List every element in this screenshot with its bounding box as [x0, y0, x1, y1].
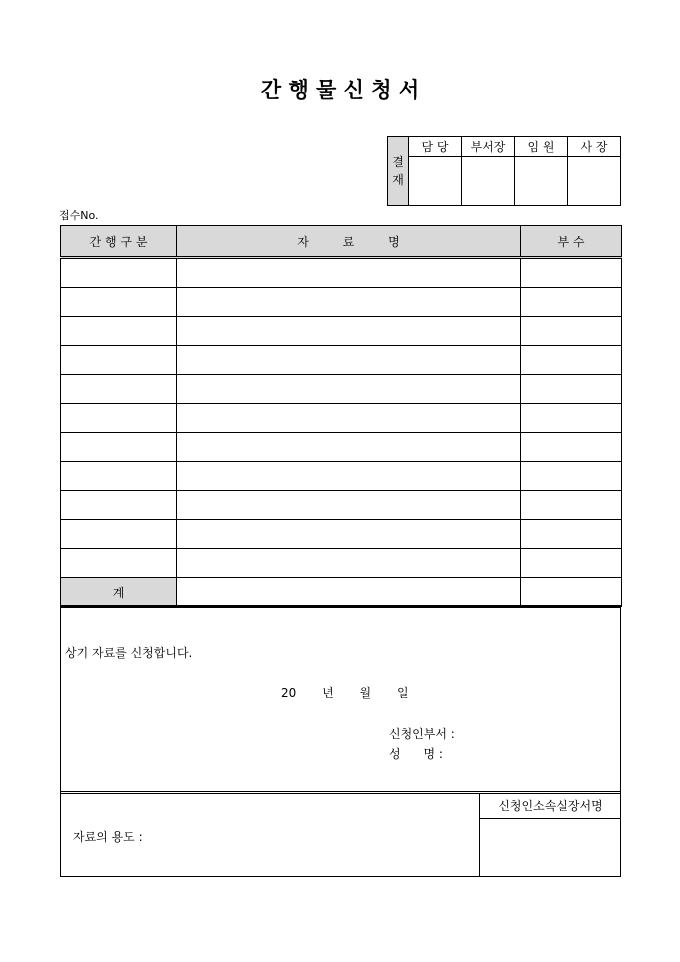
total-label: 계 — [61, 578, 177, 607]
column-header-category: 간 행 구 분 — [61, 226, 177, 258]
table-row — [61, 520, 622, 549]
cell-copies[interactable] — [521, 258, 622, 288]
approval-table — [387, 136, 621, 206]
cell-category[interactable] — [61, 520, 177, 549]
cell-material-name[interactable] — [177, 462, 521, 491]
request-statement: 상기 자료를 신청합니다. — [65, 646, 193, 660]
cell-copies[interactable] — [521, 549, 622, 578]
cell-copies[interactable] — [521, 375, 622, 404]
date-year-label: 년 — [322, 686, 334, 700]
approval-header-staff: 담 당 — [409, 137, 462, 157]
cell-material-name[interactable] — [177, 375, 521, 404]
cell-category[interactable] — [61, 404, 177, 433]
cell-copies[interactable] — [521, 288, 622, 317]
column-header-material-name: 자 료 명 — [177, 226, 521, 258]
cell-copies[interactable] — [521, 462, 622, 491]
total-material-cell[interactable] — [177, 578, 521, 607]
date-line — [281, 684, 431, 701]
director-signature-box — [479, 794, 621, 876]
table-header-row — [61, 226, 622, 258]
approval-header-executive: 임 원 — [515, 137, 568, 157]
total-row — [61, 578, 622, 607]
approval-sign-executive[interactable] — [515, 157, 568, 206]
publication-table — [60, 225, 622, 607]
approval-header-president: 사 장 — [568, 137, 621, 157]
cell-material-name[interactable] — [177, 491, 521, 520]
director-signature-header: 신청인소속실장서명 — [480, 794, 621, 819]
table-row — [61, 549, 622, 578]
approval-header-manager: 부서장 — [462, 137, 515, 157]
cell-copies[interactable] — [521, 317, 622, 346]
approval-side-label: 결 재 — [388, 137, 409, 206]
date-month-label: 월 — [359, 686, 372, 700]
cell-category[interactable] — [61, 549, 177, 578]
cell-material-name[interactable] — [177, 549, 521, 578]
table-row — [61, 375, 622, 404]
date-day-label: 일 — [396, 686, 409, 700]
director-signature-field[interactable] — [480, 819, 621, 876]
cell-copies[interactable] — [521, 433, 622, 462]
total-copies-cell[interactable] — [521, 578, 622, 607]
receipt-number-label: 접수No. — [59, 209, 99, 222]
cell-category[interactable] — [61, 375, 177, 404]
cell-copies[interactable] — [521, 346, 622, 375]
cell-category[interactable] — [61, 491, 177, 520]
applicant-department-label: 신청인부서 : — [389, 727, 455, 741]
applicant-name-label: 성 명 : — [389, 747, 443, 761]
declaration-section — [60, 605, 621, 794]
approval-sign-president[interactable] — [568, 157, 621, 206]
page-title: 간 행 물 신 청 서 — [260, 77, 420, 102]
table-row — [61, 317, 622, 346]
cell-material-name[interactable] — [177, 404, 521, 433]
table-row — [61, 288, 622, 317]
cell-material-name[interactable] — [177, 433, 521, 462]
cell-copies[interactable] — [521, 404, 622, 433]
column-header-copies: 부 수 — [521, 226, 622, 258]
date-year-prefix: 20 — [281, 686, 297, 700]
table-row — [61, 346, 622, 375]
cell-copies[interactable] — [521, 520, 622, 549]
cell-material-name[interactable] — [177, 346, 521, 375]
cell-category[interactable] — [61, 288, 177, 317]
table-row — [61, 462, 622, 491]
cell-category[interactable] — [61, 462, 177, 491]
cell-category[interactable] — [61, 258, 177, 288]
table-row — [61, 491, 622, 520]
table-row — [61, 258, 622, 288]
cell-material-name[interactable] — [177, 317, 521, 346]
approval-sign-staff[interactable] — [409, 157, 462, 206]
table-row — [61, 433, 622, 462]
usage-purpose-label: 자료의 용도 : — [73, 830, 143, 844]
approval-sign-manager[interactable] — [462, 157, 515, 206]
cell-material-name[interactable] — [177, 288, 521, 317]
table-row — [61, 404, 622, 433]
usage-section — [60, 791, 621, 877]
cell-copies[interactable] — [521, 491, 622, 520]
cell-material-name[interactable] — [177, 520, 521, 549]
cell-category[interactable] — [61, 433, 177, 462]
cell-material-name[interactable] — [177, 258, 521, 288]
cell-category[interactable] — [61, 317, 177, 346]
cell-category[interactable] — [61, 346, 177, 375]
